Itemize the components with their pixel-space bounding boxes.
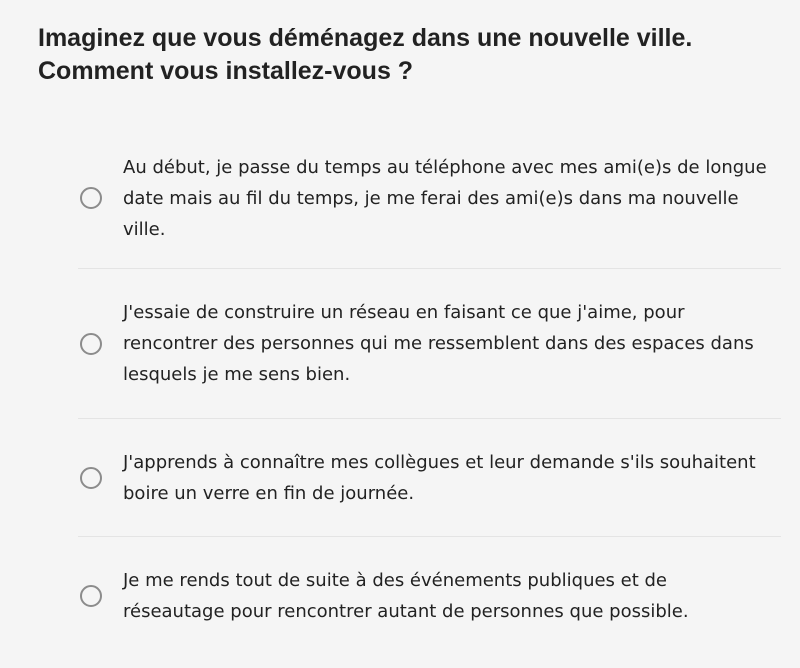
question-title: Imaginez que vous déménagez dans une nouvelle ville. Comment vous installez-vous ? [38,24,693,85]
radio-unchecked-icon[interactable] [80,467,102,489]
answer-option-label[interactable]: Je me rends tout de suite à des événements publiques et de réseautage pour rencontrer autant de personnes que possible. [123,569,689,622]
answer-option-4[interactable] [78,536,781,654]
radio-unchecked-icon[interactable] [80,585,102,607]
answer-option-3[interactable] [78,418,781,536]
answer-option-1[interactable] [78,128,781,268]
radio-unchecked-icon[interactable] [80,187,102,209]
answer-option-label[interactable]: Au début, je passe du temps au téléphone avec mes ami(e)s de longue date mais au fil du temps, je me ferai des ami(e)s dans ma nouvelle ville. [123,156,767,240]
answer-option-label[interactable]: J'apprends à connaître mes collègues et leur demande s'ils souhaitent boire un verre en fin de journée. [123,451,756,504]
answer-option-label[interactable]: J'essaie de construire un réseau en faisant ce que j'aime, pour rencontrer des personnes qui me ressemblent dans des espaces dans lesquels je me sens bien. [123,302,754,385]
radio-unchecked-icon[interactable] [80,333,102,355]
answer-option-2[interactable] [78,268,781,418]
answer-options [78,128,781,654]
